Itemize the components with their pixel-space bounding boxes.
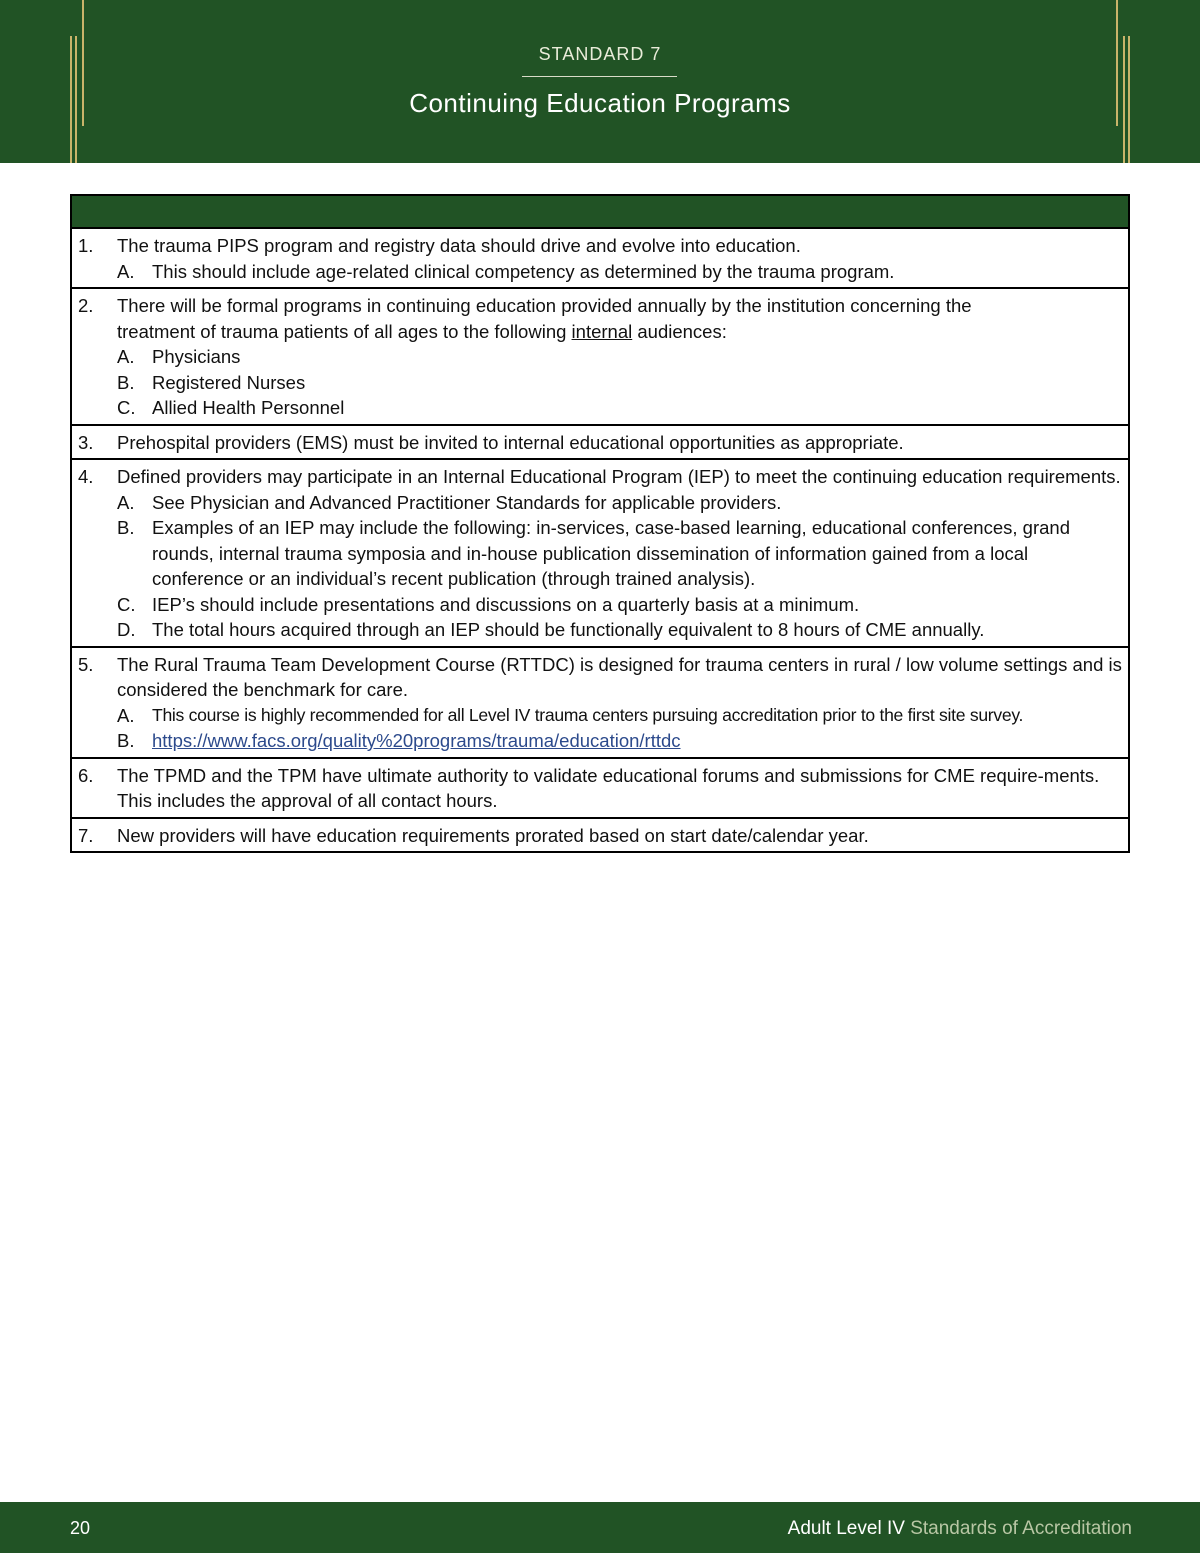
sub-text: See Physician and Advanced Practitioner Standards for applicable providers. (152, 491, 782, 513)
sub-letter: A. (117, 491, 135, 513)
item-number: 3. (78, 431, 94, 453)
document-title (788, 1518, 1132, 1540)
table-row (72, 757, 1128, 817)
document-title-bold: Adult Level IV (787, 1518, 905, 1539)
table-header-bar (72, 196, 1128, 229)
item-text: Defined providers may participate in an Internal Educational Program (IEP) to meet the continuing education requirements. (117, 466, 1121, 487)
table-row (72, 458, 1128, 646)
item-text-continued: treatment of trauma patients of all ages to the following internal audiences: (117, 320, 727, 342)
standards-table (70, 194, 1130, 853)
table-row (72, 229, 1128, 287)
sub-text: Registered Nurses (152, 371, 306, 393)
standard-kicker: STANDARD 7 (538, 44, 662, 64)
item-text: The trauma PIPS program and registry data should drive and evolve into education. (117, 235, 801, 256)
sub-letter: A. (117, 346, 135, 367)
item-number: 4. (78, 466, 94, 487)
item-number: 5. (78, 653, 94, 675)
table-row (72, 817, 1128, 852)
item-text: Prehospital providers (EMS) must be invited to internal educational opportunities as appropriate. (117, 431, 904, 453)
document-title-light: Standards of Accreditation (910, 1518, 1132, 1539)
page-footer (0, 1502, 1200, 1553)
sub-text: IEP’s should include presentations and discussions on a quarterly basis at a minimum. (152, 593, 860, 615)
sub-letter: A. (117, 704, 135, 726)
page-number: 20 (70, 1518, 91, 1538)
sub-text: Examples of an IEP may include the following: in-services, case-based learning, educational conferences, grand rounds, internal trauma symposia and in-house publication dissemination of information gained from a local conference or an individual’s recent publication (through trained analysis). (152, 517, 1070, 589)
rttdc-link[interactable]: https://www.facs.org/quality%20programs/trauma/education/rttdc (152, 730, 681, 751)
item-number: 6. (78, 764, 94, 786)
item-number: 7. (78, 824, 94, 846)
sub-text: The total hours acquired through an IEP should be functionally equivalent to 8 hours of CME annually. (152, 619, 985, 640)
page-title: Continuing Education Programs (409, 88, 791, 118)
sub-letter: B. (117, 517, 135, 538)
table-row (72, 287, 1128, 424)
underlined-term: internal (571, 320, 633, 342)
sub-letter: D. (117, 619, 136, 640)
sub-letter: B. (117, 730, 135, 751)
item-text: New providers will have education requirements prorated based on start date/calendar year. (117, 824, 869, 846)
sub-text: Allied Health Personnel (152, 397, 345, 418)
table-row (72, 424, 1128, 459)
item-text: There will be formal programs in continuing education provided annually by the institution concerning the (117, 295, 972, 316)
item-number: 2. (78, 295, 94, 316)
item-text: The TPMD and the TPM have ultimate authority to validate educational forums and submissions for CME require-ments. This includes the approval of all contact hours. (117, 764, 1100, 811)
sub-text: Physicians (152, 346, 241, 367)
sub-text: This course is highly recommended for all Level IV trauma centers pursuing accreditation prior to the first site survey. (152, 704, 1024, 725)
sub-text: This should include age-related clinical competency as determined by the trauma program. (152, 260, 895, 282)
sub-letter: B. (117, 371, 135, 393)
page-header (0, 0, 1200, 163)
item-number: 1. (78, 235, 94, 256)
table-row (72, 646, 1128, 757)
kicker-divider (522, 76, 677, 77)
item-text: The Rural Trauma Team Development Course (RTTDC) is designed for trauma centers in rural / low volume settings and is considered the benchmark for care. (117, 653, 1122, 700)
sub-letter: A. (117, 260, 135, 282)
sub-letter: C. (117, 397, 136, 418)
sub-letter: C. (117, 593, 136, 615)
